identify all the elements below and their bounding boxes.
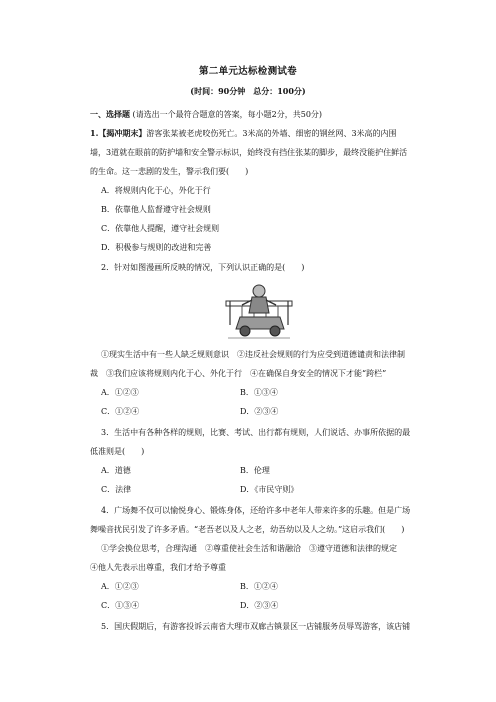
- q1-option-c: C．依靠他人提醒，遵守社会规则: [101, 224, 220, 233]
- q2-stem: 2．针对如图漫画所反映的情况，下列认识正确的是( ): [101, 263, 305, 272]
- q4-option-d: D．②③④: [240, 601, 279, 610]
- q1-option-d: D．积极参与规则的改进和完善: [101, 243, 212, 252]
- q1-option-b: B．依靠他人监督遵守社会规则: [101, 205, 211, 214]
- q4-line-4: ④他人先表示出尊重，我们才给予尊重: [90, 563, 226, 572]
- q5-line-1: 5．国庆假期后，有游客投诉云南省大理市双廊古镇景区一店铺服务员辱骂游客，该店铺: [101, 622, 411, 631]
- q3-option-a: A．道德: [101, 466, 131, 475]
- q2-option-b: B．①③④: [240, 388, 278, 397]
- q1-option-a: A．将规则内化于心，外化于行: [101, 186, 211, 195]
- q2-option-c: C．①②④: [101, 407, 140, 416]
- q4-line-1: 4．广场舞不仅可以愉悦身心、锻炼身体，还给许多中老年人带来许多的乐趣。但是广场: [101, 506, 411, 515]
- q3-option-c: C．法律: [101, 485, 132, 494]
- exam-meta: (时间：90分钟 总分：100分): [190, 86, 306, 96]
- q4-option-b: B．①②④: [240, 582, 278, 591]
- page-title: 第二单元达标检测试卷: [198, 66, 297, 77]
- q3-line-1: 3．生活中有各种各样的规则，比赛、考试、出行都有规则，人们说话、办事所依据的最: [101, 428, 411, 437]
- q3-option-b: B．伦理: [240, 466, 270, 475]
- q2-option-d: D．②③④: [240, 407, 279, 416]
- q1-tag: 1.【揭冲期末】: [90, 128, 147, 138]
- q4-option-a: A．①②③: [101, 582, 139, 591]
- q4-line-2: 舞噪音扰民引发了许多矛盾。“老吾老以及人之老，幼吾幼以及人之幼。”这启示我们( ): [90, 525, 405, 534]
- cartoon-illustration: [224, 283, 294, 341]
- section-heading-line: [90, 109, 420, 120]
- q3-line-2: 低准则是( ): [90, 447, 145, 456]
- section-instruction: (请选出一个最符合题意的答案，每小题2分，共50分): [132, 110, 323, 119]
- q2-option-a: A．①②③: [101, 388, 139, 397]
- q1-line-2: 墙，3道就在眼前的防护墙和安全警示标识，始终没有挡住张某的脚步，最终没能护住鲜活: [90, 148, 408, 157]
- q1-text-1: 游客张某被老虎咬伤死亡。3米高的外墙、细密的钢丝网、3米高的内围: [146, 129, 397, 138]
- q4-line-3: ①学会换位思考，合理沟通 ②尊重使社会生活和谐融洽 ③遵守道德和法律的规定: [101, 544, 397, 553]
- section-heading: 一、选择题: [90, 109, 130, 119]
- q1-line-1: [90, 128, 420, 139]
- q2-line-2: 裁 ③我们应该将规则内化于心、外化于行 ④在确保自身安全的情况下才能“跨栏”: [90, 369, 387, 378]
- q3-option-d: D．《市民守则》: [240, 485, 299, 494]
- q4-option-c: C．①③④: [101, 601, 140, 610]
- q2-line-1: ①现实生活中有一些人缺乏规则意识 ②违反社会规则的行为应受到道德谴责和法律制: [101, 350, 405, 359]
- q1-line-3: 的生命。这一悲剧的发生，警示我们要( ): [90, 167, 249, 176]
